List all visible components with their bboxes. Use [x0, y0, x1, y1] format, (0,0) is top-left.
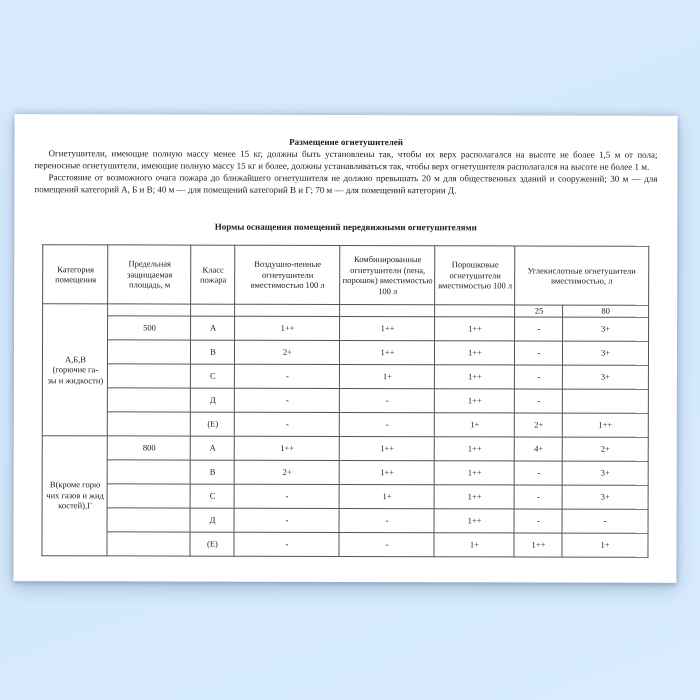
value-cell-co2-80 — [563, 389, 648, 413]
value-cell-combined: - — [340, 412, 435, 436]
empty-cell — [191, 304, 235, 316]
value-cell-co2-25: 4+ — [515, 436, 563, 460]
value-cell-co2-80: 1+ — [562, 533, 647, 557]
value-cell-air-foam: - — [235, 388, 340, 412]
value-cell-co2-25: - — [515, 340, 563, 364]
fire-class-cell: В — [191, 460, 235, 484]
value-cell-co2-80: 3+ — [563, 341, 648, 365]
fire-class-cell: А — [191, 316, 235, 340]
category-cell-group-2: В(кроме горю чих газов и жид костей),Г — [42, 435, 107, 555]
table-row-g2-b — [43, 459, 648, 485]
fire-class-cell: С — [191, 364, 235, 388]
empty-cell — [108, 363, 191, 387]
value-cell-air-foam: 1++ — [235, 316, 340, 340]
value-cell-co2-25: - — [515, 388, 563, 412]
empty-cell — [108, 339, 191, 363]
value-cell-powder: 1++ — [435, 388, 515, 412]
value-cell-powder: 1++ — [435, 340, 515, 364]
value-cell-air-foam: 2+ — [235, 340, 340, 364]
value-cell-combined: 1+ — [340, 364, 435, 388]
extinguisher-norms-table — [42, 244, 649, 557]
table-header-row — [43, 245, 648, 306]
value-cell-co2-80: - — [563, 509, 648, 533]
value-cell-powder: 1++ — [435, 364, 515, 388]
value-cell-co2-25: 2+ — [515, 412, 563, 436]
table-caption: Нормы оснащения помещений передвижными огнетушителями — [214, 221, 477, 233]
value-cell-combined: - — [340, 508, 435, 532]
table-row-g2-a — [43, 435, 648, 461]
empty-cell — [107, 531, 190, 555]
header-cell-air-foam: Воздушно-пенные огнетушители вместимостью 100 л — [235, 245, 340, 304]
empty-cell — [108, 387, 191, 411]
value-cell-powder: 1++ — [435, 460, 515, 484]
document-title: Размещение огнетушителей — [289, 136, 403, 148]
value-cell-powder: 1+ — [435, 412, 515, 436]
table-row-g2-e — [42, 531, 647, 557]
fire-class-cell: (Е) — [190, 532, 234, 556]
value-cell-combined: 1++ — [340, 460, 435, 484]
value-cell-combined: 1+ — [340, 484, 435, 508]
empty-cell — [235, 304, 340, 316]
value-cell-air-foam: - — [235, 508, 340, 532]
value-cell-powder: 1++ — [435, 436, 515, 460]
value-cell-powder: 1++ — [435, 316, 515, 340]
empty-cell — [108, 304, 191, 316]
area-cell-group-2: 800 — [108, 435, 191, 459]
value-cell-combined: 1++ — [340, 316, 435, 340]
table-row-g2-d — [43, 507, 648, 533]
document-page — [13, 114, 677, 583]
value-cell-co2-80: 3+ — [563, 485, 648, 509]
category-cell-group-1: А,Б,В (горючие га- зы и жидкости) — [43, 304, 108, 436]
fire-class-cell: С — [191, 484, 235, 508]
value-cell-powder: 1++ — [435, 484, 515, 508]
paragraph-placement-height: Огнетушители, имеющие полную массу менее 15 кг, должны быть установлены так, чтобы их верх располагался на высоте не более 1,5 м от пола; переносные огнетушители, имеющие полную массу 15 кг и более, должны устанавливаться так, чтобы верх огнетушителя располагался на высоте не более 1 м. — [34, 148, 658, 172]
value-cell-combined: - — [340, 388, 435, 412]
value-cell-co2-25: 1++ — [514, 532, 562, 556]
value-cell-co2-80: 2+ — [563, 437, 648, 461]
table-row-g1-a — [43, 315, 648, 341]
header-cell-fire-class: Класс пожара — [191, 245, 235, 304]
value-cell-combined: 1++ — [340, 436, 435, 460]
value-cell-air-foam: - — [235, 364, 340, 388]
fire-class-cell: (Е) — [191, 412, 235, 436]
table-row-g1-d — [43, 387, 648, 413]
empty-cell — [108, 411, 191, 435]
value-cell-co2-80: 3+ — [563, 461, 648, 485]
value-cell-powder: 1++ — [435, 508, 515, 532]
value-cell-air-foam: 2+ — [235, 460, 340, 484]
subheader-cell-co2-25: 25 — [515, 305, 563, 317]
header-cell-combined: Комбинированные огнетушители (пена, порошок) вместимостью 100 л — [340, 245, 435, 304]
empty-cell — [435, 305, 515, 317]
value-cell-air-foam: - — [235, 412, 340, 436]
value-cell-combined: - — [339, 532, 434, 556]
empty-cell — [108, 459, 191, 483]
subheader-cell-co2-80: 80 — [563, 305, 648, 317]
header-cell-co2: Углекислотные огнетушители вместимостью, л — [515, 246, 648, 305]
fire-class-cell: Д — [191, 388, 235, 412]
value-cell-co2-25: - — [515, 484, 563, 508]
value-cell-co2-80: 1++ — [563, 413, 648, 437]
value-cell-co2-80: 3+ — [563, 317, 648, 341]
header-cell-category: Категория помещения — [43, 245, 108, 304]
table-row-g2-c — [43, 483, 648, 509]
empty-cell — [108, 483, 191, 507]
fire-class-cell: Д — [191, 508, 235, 532]
header-cell-powder: Порошковые огнетушители вместимостью 100 л — [435, 246, 515, 305]
value-cell-co2-25: - — [515, 316, 563, 340]
empty-cell — [340, 304, 435, 316]
fire-class-cell: В — [191, 340, 235, 364]
value-cell-air-foam: - — [235, 484, 340, 508]
paragraph-distance-norms: Расстояние от возможного очага пожара до ближайшего огнетушителя не должно превышать 20 м для общественных зданий и сооружений; 30 м — для помещений категорий А, Б и В; 40 м — для помещений категорий В и Г; 70 м — для помещений категории Д. — [34, 172, 658, 196]
value-cell-co2-25: - — [515, 364, 563, 388]
header-cell-area: Предельная защищаемая площадь, м — [108, 245, 191, 304]
value-cell-co2-80: 3+ — [563, 365, 648, 389]
area-cell-group-1: 500 — [108, 315, 191, 339]
fire-class-cell: А — [191, 436, 235, 460]
value-cell-powder: 1+ — [434, 532, 514, 556]
value-cell-combined: 1++ — [340, 340, 435, 364]
value-cell-co2-25: - — [515, 508, 563, 532]
value-cell-air-foam: 1++ — [235, 436, 340, 460]
table-row-g1-e — [43, 411, 648, 437]
value-cell-air-foam: - — [234, 532, 339, 556]
empty-cell — [108, 507, 191, 531]
table-row-g1-c — [43, 363, 648, 389]
value-cell-co2-25: - — [515, 460, 563, 484]
table-row-g1-b — [43, 339, 648, 365]
